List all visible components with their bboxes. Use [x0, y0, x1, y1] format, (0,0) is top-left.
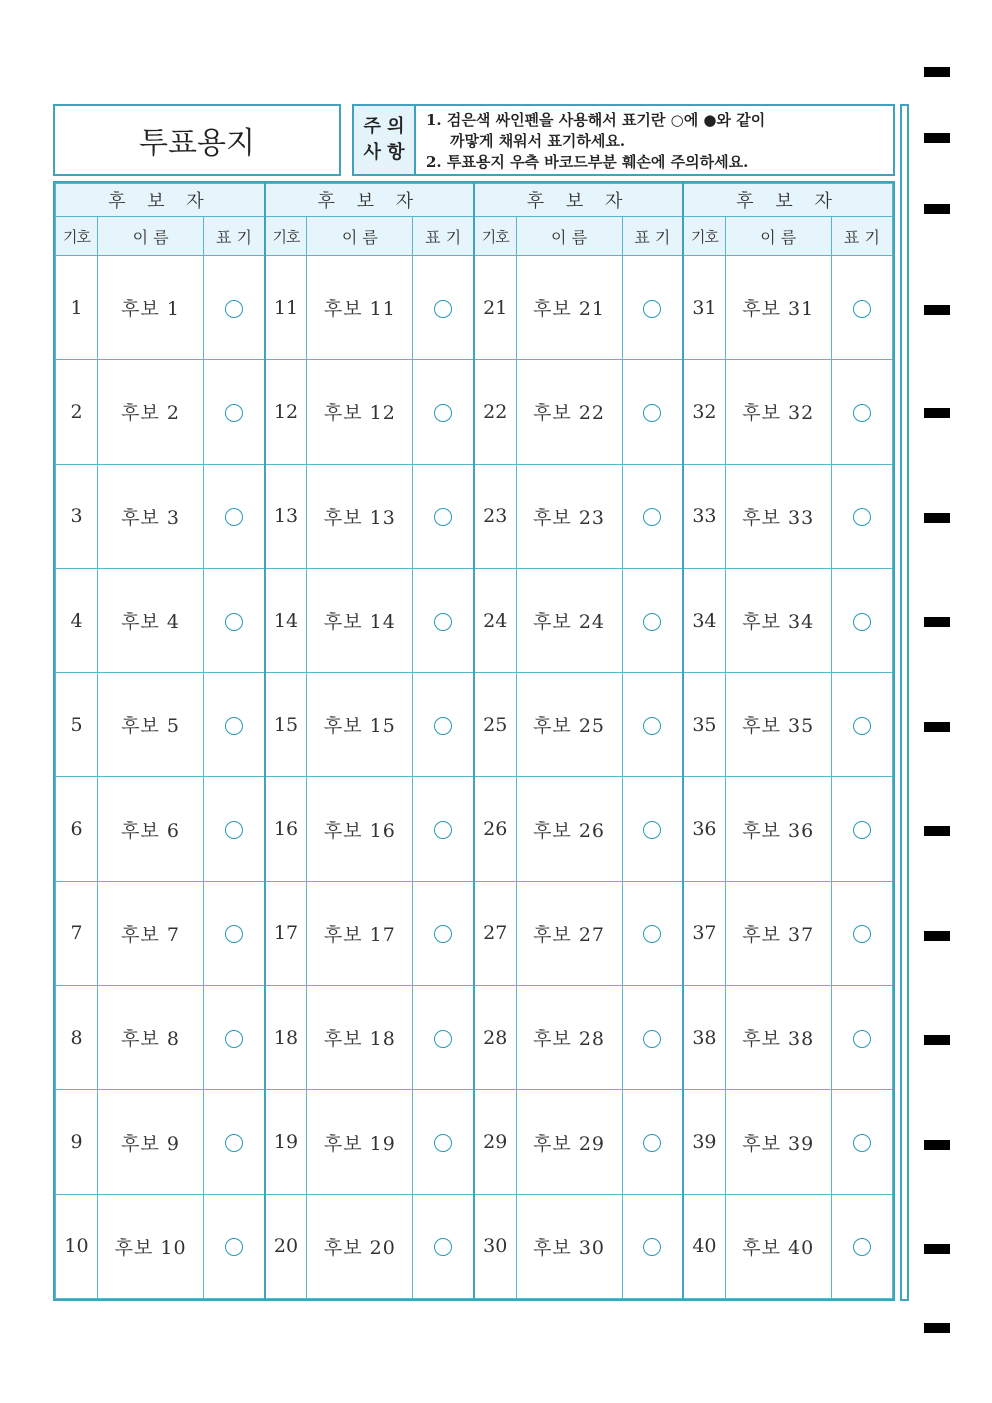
candidate-number: 37 — [683, 881, 725, 985]
candidate-name: 후보 37 — [725, 881, 831, 985]
candidate-name: 후보 40 — [725, 1194, 831, 1298]
empty-circle-icon[interactable] — [434, 1238, 452, 1256]
candidate-number: 8 — [56, 986, 98, 1090]
candidate-name: 후보 12 — [307, 360, 413, 464]
candidate-number: 10 — [56, 1194, 98, 1298]
empty-circle-icon[interactable] — [643, 821, 661, 839]
mark-cell[interactable] — [622, 777, 683, 881]
candidate-number: 3 — [56, 464, 98, 568]
notice-line-2: 까맣게 채워서 표기하세요. — [450, 132, 626, 150]
mark-cell[interactable] — [413, 881, 474, 985]
table-row — [56, 360, 893, 464]
candidate-number: 5 — [56, 673, 98, 777]
candidate-name: 후보 20 — [307, 1194, 413, 1298]
timing-mark — [924, 513, 950, 523]
table-row — [56, 1090, 893, 1194]
mark-cell[interactable] — [622, 464, 683, 568]
mark-cell[interactable] — [622, 673, 683, 777]
timing-mark — [924, 305, 950, 315]
candidate-number: 17 — [265, 881, 307, 985]
timing-mark — [924, 1035, 950, 1045]
timing-mark — [924, 67, 950, 77]
candidate-name: 후보 18 — [307, 986, 413, 1090]
mark-cell[interactable] — [204, 1090, 265, 1194]
table-row — [56, 464, 893, 568]
group-header-row — [56, 184, 893, 217]
ballot-table — [53, 181, 895, 1301]
mark-cell[interactable] — [831, 360, 892, 464]
candidate-name: 후보 8 — [98, 986, 204, 1090]
candidate-number: 39 — [683, 1090, 725, 1194]
empty-circle-icon[interactable] — [225, 1030, 243, 1048]
empty-circle-icon[interactable] — [643, 717, 661, 735]
mark-cell[interactable] — [831, 986, 892, 1090]
candidate-name: 후보 23 — [516, 464, 622, 568]
candidate-number: 15 — [265, 673, 307, 777]
candidate-name: 후보 5 — [98, 673, 204, 777]
empty-circle-icon[interactable] — [225, 404, 243, 422]
candidate-number: 6 — [56, 777, 98, 881]
empty-circle-icon[interactable] — [434, 821, 452, 839]
table-row — [56, 1194, 893, 1298]
empty-circle-icon[interactable] — [434, 717, 452, 735]
group-header-1: 후 보 자 — [56, 184, 265, 217]
empty-circle-icon[interactable] — [225, 613, 243, 631]
notice-label — [354, 106, 416, 174]
candidate-name: 후보 15 — [307, 673, 413, 777]
mark-cell[interactable] — [831, 673, 892, 777]
candidate-name: 후보 39 — [725, 1090, 831, 1194]
candidate-name: 후보 35 — [725, 673, 831, 777]
mark-cell[interactable] — [204, 568, 265, 672]
candidate-name: 후보 19 — [307, 1090, 413, 1194]
candidate-name: 후보 27 — [516, 881, 622, 985]
candidate-number: 30 — [474, 1194, 516, 1298]
group-header-3: 후 보 자 — [474, 184, 683, 217]
mark-cell[interactable] — [831, 568, 892, 672]
candidate-number: 34 — [683, 568, 725, 672]
mark-cell[interactable] — [413, 256, 474, 360]
candidate-name: 후보 17 — [307, 881, 413, 985]
candidate-number: 7 — [56, 881, 98, 985]
empty-circle-icon[interactable] — [434, 1134, 452, 1152]
mark-cell[interactable] — [413, 360, 474, 464]
candidate-number: 33 — [683, 464, 725, 568]
col-header-mark: 표 기 — [204, 217, 265, 256]
col-header-mark: 표 기 — [622, 217, 683, 256]
empty-circle-icon[interactable] — [225, 1238, 243, 1256]
candidate-number: 9 — [56, 1090, 98, 1194]
empty-circle-icon[interactable] — [225, 300, 243, 318]
empty-circle-icon[interactable] — [853, 1134, 871, 1152]
col-header-name: 이 름 — [98, 217, 204, 256]
mark-cell[interactable] — [831, 881, 892, 985]
candidate-number: 1 — [56, 256, 98, 360]
candidate-number: 19 — [265, 1090, 307, 1194]
col-header-name: 이 름 — [516, 217, 622, 256]
mark-cell[interactable] — [622, 1194, 683, 1298]
col-header-number: 기호 — [683, 217, 725, 256]
candidate-number: 32 — [683, 360, 725, 464]
mark-cell[interactable] — [831, 464, 892, 568]
group-header-2: 후 보 자 — [265, 184, 474, 217]
empty-circle-icon[interactable] — [643, 925, 661, 943]
candidate-number: 23 — [474, 464, 516, 568]
empty-circle-icon[interactable] — [225, 1134, 243, 1152]
candidate-name: 후보 25 — [516, 673, 622, 777]
empty-circle-icon[interactable] — [643, 613, 661, 631]
empty-circle-icon[interactable] — [853, 717, 871, 735]
empty-circle-icon[interactable] — [434, 1030, 452, 1048]
candidate-number: 26 — [474, 777, 516, 881]
mark-cell[interactable] — [622, 568, 683, 672]
col-header-name: 이 름 — [725, 217, 831, 256]
candidate-number: 11 — [265, 256, 307, 360]
table-row — [56, 986, 893, 1090]
candidate-name: 후보 10 — [98, 1194, 204, 1298]
mark-cell[interactable] — [831, 256, 892, 360]
empty-circle-icon[interactable] — [434, 613, 452, 631]
mark-cell[interactable] — [622, 881, 683, 985]
candidate-number: 28 — [474, 986, 516, 1090]
empty-circle-icon[interactable] — [225, 508, 243, 526]
empty-circle-icon[interactable] — [225, 717, 243, 735]
empty-circle-icon[interactable] — [643, 404, 661, 422]
candidate-name: 후보 14 — [307, 568, 413, 672]
candidate-number: 21 — [474, 256, 516, 360]
candidate-number: 29 — [474, 1090, 516, 1194]
candidate-number: 40 — [683, 1194, 725, 1298]
timing-mark — [924, 408, 950, 418]
candidate-number: 2 — [56, 360, 98, 464]
empty-circle-icon[interactable] — [434, 508, 452, 526]
empty-circle-icon[interactable] — [225, 821, 243, 839]
candidate-number: 35 — [683, 673, 725, 777]
candidate-name: 후보 31 — [725, 256, 831, 360]
candidate-number: 18 — [265, 986, 307, 1090]
timing-mark — [924, 204, 950, 214]
empty-circle-icon[interactable] — [643, 508, 661, 526]
group-header-4: 후 보 자 — [683, 184, 892, 217]
mark-cell[interactable] — [413, 1090, 474, 1194]
empty-circle-icon[interactable] — [853, 925, 871, 943]
candidate-number: 14 — [265, 568, 307, 672]
empty-circle-icon[interactable] — [853, 613, 871, 631]
candidate-name: 후보 29 — [516, 1090, 622, 1194]
candidate-number: 24 — [474, 568, 516, 672]
col-header-number: 기호 — [265, 217, 307, 256]
candidate-name: 후보 3 — [98, 464, 204, 568]
mark-cell[interactable] — [413, 1194, 474, 1298]
empty-circle-icon[interactable] — [853, 508, 871, 526]
empty-circle-icon[interactable] — [225, 925, 243, 943]
table-row — [56, 256, 893, 360]
table-row — [56, 881, 893, 985]
mark-cell[interactable] — [831, 1194, 892, 1298]
candidate-name: 후보 21 — [516, 256, 622, 360]
mark-cell[interactable] — [413, 777, 474, 881]
notice-line-1: 1. 검은색 싸인펜을 사용해서 표기란 ○에 ●와 같이 — [426, 111, 766, 129]
candidate-number: 36 — [683, 777, 725, 881]
mark-cell[interactable] — [831, 777, 892, 881]
table-row — [56, 673, 893, 777]
mark-cell[interactable] — [413, 568, 474, 672]
candidate-name: 후보 30 — [516, 1194, 622, 1298]
timing-mark — [924, 931, 950, 941]
candidate-number: 13 — [265, 464, 307, 568]
mark-cell[interactable] — [413, 673, 474, 777]
table-row — [56, 568, 893, 672]
candidate-number: 16 — [265, 777, 307, 881]
candidate-name: 후보 2 — [98, 360, 204, 464]
barcode-strip — [900, 104, 909, 1301]
candidate-name: 후보 36 — [725, 777, 831, 881]
col-header-number: 기호 — [474, 217, 516, 256]
candidate-name: 후보 13 — [307, 464, 413, 568]
empty-circle-icon[interactable] — [853, 300, 871, 318]
mark-cell[interactable] — [622, 986, 683, 1090]
candidate-number: 27 — [474, 881, 516, 985]
candidate-name: 후보 9 — [98, 1090, 204, 1194]
ballot-title: 투표용지 — [53, 104, 341, 176]
candidate-number: 22 — [474, 360, 516, 464]
empty-circle-icon[interactable] — [643, 1134, 661, 1152]
candidate-name: 후보 6 — [98, 777, 204, 881]
notice-text — [416, 106, 893, 174]
candidate-name: 후보 4 — [98, 568, 204, 672]
timing-mark — [924, 1244, 950, 1254]
empty-circle-icon[interactable] — [434, 925, 452, 943]
empty-circle-icon[interactable] — [434, 404, 452, 422]
column-header-row — [56, 217, 893, 256]
mark-cell[interactable] — [204, 881, 265, 985]
candidate-number: 12 — [265, 360, 307, 464]
timing-mark — [924, 826, 950, 836]
col-header-name: 이 름 — [307, 217, 413, 256]
timing-mark — [924, 1140, 950, 1150]
mark-cell[interactable] — [204, 1194, 265, 1298]
table-row — [56, 777, 893, 881]
candidate-name: 후보 16 — [307, 777, 413, 881]
mark-cell[interactable] — [831, 1090, 892, 1194]
mark-cell[interactable] — [204, 464, 265, 568]
empty-circle-icon[interactable] — [853, 404, 871, 422]
timing-mark — [924, 1323, 950, 1333]
candidate-name: 후보 22 — [516, 360, 622, 464]
notice-line-3: 2. 투표용지 우측 바코드부분 훼손에 주의하세요. — [426, 153, 749, 171]
empty-circle-icon[interactable] — [853, 1238, 871, 1256]
empty-circle-icon[interactable] — [643, 1238, 661, 1256]
candidate-name: 후보 28 — [516, 986, 622, 1090]
col-header-number: 기호 — [56, 217, 98, 256]
empty-circle-icon[interactable] — [643, 1030, 661, 1048]
candidate-number: 31 — [683, 256, 725, 360]
empty-circle-icon[interactable] — [853, 821, 871, 839]
notice-label-line1: 주 의 — [363, 116, 405, 137]
mark-cell[interactable] — [204, 986, 265, 1090]
empty-circle-icon[interactable] — [434, 300, 452, 318]
timing-mark — [924, 722, 950, 732]
mark-cell[interactable] — [204, 360, 265, 464]
mark-cell[interactable] — [413, 464, 474, 568]
mark-cell[interactable] — [204, 256, 265, 360]
candidate-name: 후보 11 — [307, 256, 413, 360]
timing-mark — [924, 133, 950, 143]
candidate-name: 후보 33 — [725, 464, 831, 568]
col-header-mark: 표 기 — [831, 217, 892, 256]
candidate-name: 후보 24 — [516, 568, 622, 672]
notice-label-line2: 사 항 — [363, 142, 405, 163]
notice-box — [352, 104, 895, 176]
mark-cell[interactable] — [622, 256, 683, 360]
candidate-number: 4 — [56, 568, 98, 672]
empty-circle-icon[interactable] — [643, 300, 661, 318]
candidate-number: 38 — [683, 986, 725, 1090]
timing-mark — [924, 617, 950, 627]
candidate-number: 25 — [474, 673, 516, 777]
candidate-name: 후보 1 — [98, 256, 204, 360]
candidate-name: 후보 32 — [725, 360, 831, 464]
mark-cell[interactable] — [622, 1090, 683, 1194]
col-header-mark: 표 기 — [413, 217, 474, 256]
candidate-number: 20 — [265, 1194, 307, 1298]
mark-cell[interactable] — [622, 360, 683, 464]
candidate-name: 후보 34 — [725, 568, 831, 672]
mark-cell[interactable] — [204, 673, 265, 777]
empty-circle-icon[interactable] — [853, 1030, 871, 1048]
mark-cell[interactable] — [204, 777, 265, 881]
candidate-name: 후보 26 — [516, 777, 622, 881]
candidate-name: 후보 38 — [725, 986, 831, 1090]
mark-cell[interactable] — [413, 986, 474, 1090]
candidate-name: 후보 7 — [98, 881, 204, 985]
